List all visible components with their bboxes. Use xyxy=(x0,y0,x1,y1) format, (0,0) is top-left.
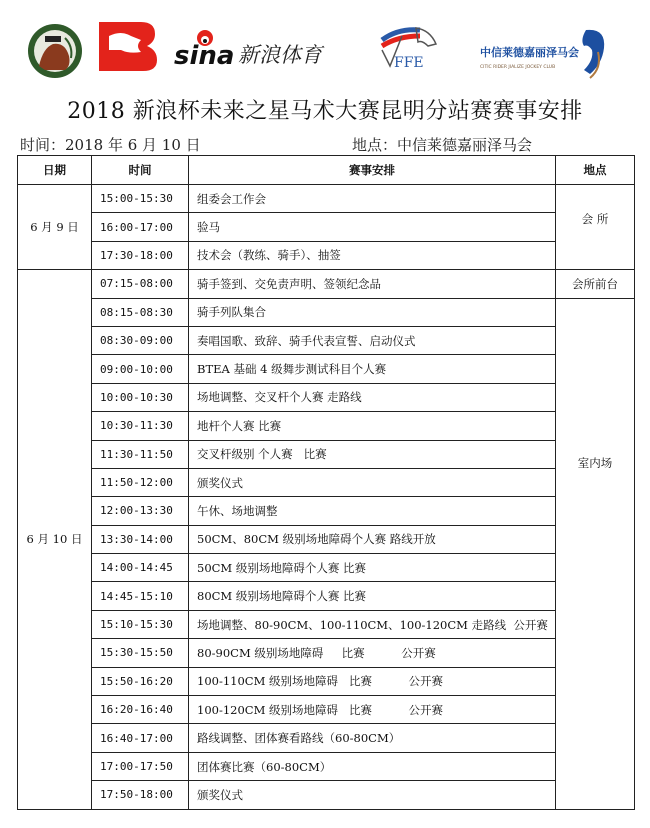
venue-cell: 会所前台 xyxy=(556,270,635,298)
table-row xyxy=(18,696,635,724)
table-row xyxy=(18,383,635,411)
date-cell: 6 月 9 日 xyxy=(18,185,92,270)
table-row xyxy=(18,667,635,695)
event-cell: 骑手签到、交免责声明、签领纪念品 xyxy=(189,270,556,298)
time-cell: 15:30-15:50 xyxy=(92,639,189,667)
time-cell: 08:30-09:00 xyxy=(92,326,189,354)
yunnan-equestrian-association-logo xyxy=(25,22,85,80)
ffe-logo xyxy=(376,24,446,70)
time-cell: 17:50-18:00 xyxy=(92,781,189,809)
svg-text:CITIC RIDER JIALIZE JOCKEY CLU: CITIC RIDER JIALIZE JOCKEY CLUB xyxy=(480,65,556,70)
event-cell: 80-90CM 级别场地障碍 比赛 公开赛 xyxy=(189,639,556,667)
event-cell: 100-110CM 级别场地障碍 比赛 公开赛 xyxy=(189,667,556,695)
table-row xyxy=(18,468,635,496)
schedule-table xyxy=(17,155,635,810)
table-row xyxy=(18,326,635,354)
time-cell: 17:30-18:00 xyxy=(92,241,189,269)
time-cell: 15:00-15:30 xyxy=(92,185,189,213)
svg-text:sina: sina xyxy=(174,41,235,70)
sina-sports-logo xyxy=(172,24,362,70)
time-cell: 07:15-08:00 xyxy=(92,270,189,298)
event-cell: 骑手列队集合 xyxy=(189,298,556,326)
table-row xyxy=(18,213,635,241)
svg-text:中信莱德嘉丽泽马会: 中信莱德嘉丽泽马会 xyxy=(480,46,579,59)
time-cell: 12:00-13:30 xyxy=(92,497,189,525)
event-cell: 团体赛比赛（60-80CM） xyxy=(189,752,556,780)
event-cell: 组委会工作会 xyxy=(189,185,556,213)
time-cell: 16:20-16:40 xyxy=(92,696,189,724)
event-cell: 验马 xyxy=(189,213,556,241)
table-row xyxy=(18,554,635,582)
time-cell: 16:00-17:00 xyxy=(92,213,189,241)
time-cell: 14:45-15:10 xyxy=(92,582,189,610)
event-date: 时间：2018 年 6 月 10 日 xyxy=(20,136,201,154)
time-cell: 15:50-16:20 xyxy=(92,667,189,695)
header-schedule: 赛事安排 xyxy=(189,156,556,185)
event-cell: 80CM 级别场地障碍个人赛 比赛 xyxy=(189,582,556,610)
svg-text:新浪体育: 新浪体育 xyxy=(238,43,322,67)
table-row xyxy=(18,270,635,298)
time-cell: 16:40-17:00 xyxy=(92,724,189,752)
event-cell: 场地调整、交叉杆个人赛 走路线 xyxy=(189,383,556,411)
table-row xyxy=(18,752,635,780)
time-cell: 17:00-17:50 xyxy=(92,752,189,780)
header-date: 日期 xyxy=(18,156,92,185)
venue-cell: 室内场 xyxy=(556,298,635,809)
table-row xyxy=(18,298,635,326)
event-cell: BTEA 基础 4 级舞步测试科目个人赛 xyxy=(189,355,556,383)
time-cell: 15:10-15:30 xyxy=(92,610,189,638)
event-cell: 午休、场地调整 xyxy=(189,497,556,525)
time-cell: 08:15-08:30 xyxy=(92,298,189,326)
time-cell: 10:00-10:30 xyxy=(92,383,189,411)
header-time: 时间 xyxy=(92,156,189,185)
event-cell: 100-120CM 级别场地障碍 比赛 公开赛 xyxy=(189,696,556,724)
event-cell: 路线调整、团体赛看路线（60-80CM） xyxy=(189,724,556,752)
venue-cell: 会 所 xyxy=(556,185,635,270)
time-cell: 11:50-12:00 xyxy=(92,468,189,496)
table-row xyxy=(18,582,635,610)
time-cell: 13:30-14:00 xyxy=(92,525,189,553)
event-cell: 交叉杆级别 个人赛 比赛 xyxy=(189,440,556,468)
table-row xyxy=(18,724,635,752)
table-row xyxy=(18,610,635,638)
date-cell: 6 月 10 日 xyxy=(18,270,92,809)
table-row xyxy=(18,241,635,269)
table-header-row xyxy=(18,156,635,185)
event-cell: 颁奖仪式 xyxy=(189,781,556,809)
table-row xyxy=(18,639,635,667)
event-cell: 颁奖仪式 xyxy=(189,468,556,496)
table-row xyxy=(18,497,635,525)
header-venue: 地点 xyxy=(556,156,635,185)
citic-rider-jockey-club-logo xyxy=(480,22,615,82)
table-row xyxy=(18,440,635,468)
event-cell: 50CM、80CM 级别场地障碍个人赛 路线开放 xyxy=(189,525,556,553)
time-cell: 09:00-10:00 xyxy=(92,355,189,383)
b-brand-logo xyxy=(97,20,159,73)
svg-text:FFE: FFE xyxy=(394,55,424,70)
event-cell: 技术会（教练、骑手）、抽签 xyxy=(189,241,556,269)
event-cell: 地杆个人赛 比赛 xyxy=(189,412,556,440)
table-row xyxy=(18,412,635,440)
logo-strip xyxy=(0,0,650,90)
time-cell: 14:00-14:45 xyxy=(92,554,189,582)
event-location: 地点：中信莱德嘉丽泽马会 xyxy=(352,136,533,154)
table-row xyxy=(18,525,635,553)
table-row xyxy=(18,185,635,213)
event-cell: 场地调整、80-90CM、100-110CM、100-120CM 走路线 公开赛 xyxy=(189,610,556,638)
time-cell: 10:30-11:30 xyxy=(92,412,189,440)
time-cell: 11:30-11:50 xyxy=(92,440,189,468)
table-row xyxy=(18,781,635,809)
event-cell: 奏唱国歌、致辞、骑手代表宣誓、启动仪式 xyxy=(189,326,556,354)
table-row xyxy=(18,355,635,383)
event-cell: 50CM 级别场地障碍个人赛 比赛 xyxy=(189,554,556,582)
page-title: 2018 新浪杯未来之星马术大赛昆明分站赛赛事安排 xyxy=(67,99,583,124)
